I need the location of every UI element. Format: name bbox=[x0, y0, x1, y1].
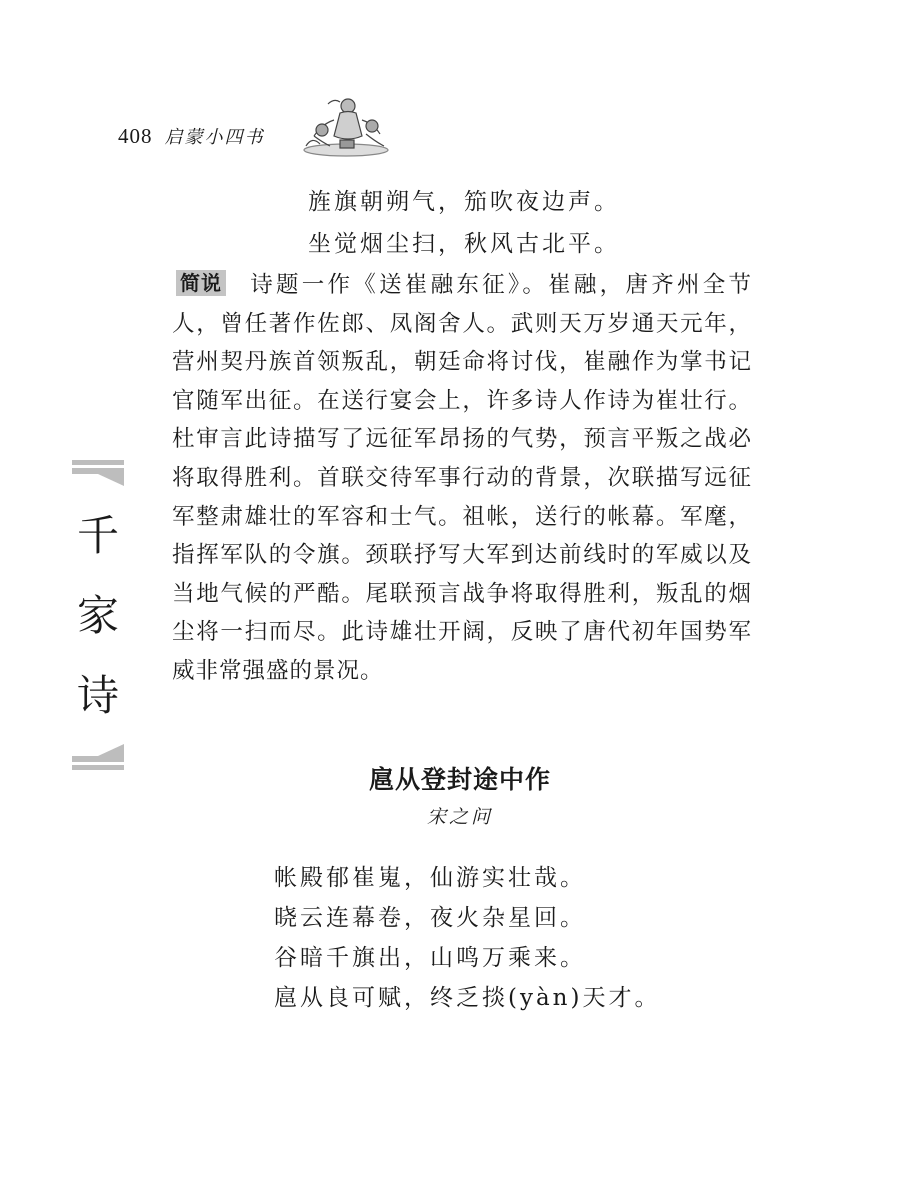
side-tab-char: 诗 bbox=[76, 671, 119, 720]
header-illustration bbox=[300, 96, 392, 158]
commentary-text: 诗题一作《送崔融东征》。崔融，唐齐州全节人，曾任著作佐郎、凤阁舍人。武则天万岁通天元年，营州契丹族首领叛乱，朝廷命将讨伐，崔融作为掌书记官随军出征。在送行宴会上，许多诗人作诗为崔壮行。杜审言此诗描写了远征军昂扬的气势，预言平叛之战必将取得胜利。首联交待军事行动的背景，次联描写远征军整肃雄壮的军容和士气。祖帐，送行的帐幕。军麾，指挥军队的令旗。颈联抒写大军到达前线时的军威以及当地气候的严酷。尾联预言战争将取得胜利，叛乱的烟尘将一扫而尽。此诗雄壮开阔，反映了唐代初年国势军威非常强盛的景况。 bbox=[172, 272, 752, 684]
side-tab-char: 千 bbox=[76, 511, 119, 560]
book-title: 启蒙小四书 bbox=[164, 127, 265, 148]
side-tab-char: 家 bbox=[76, 591, 119, 640]
page-number: 408 bbox=[118, 123, 153, 148]
side-tab-top-bracket bbox=[72, 460, 124, 490]
commentary bbox=[172, 266, 752, 691]
verse-line: 旌旗朝朔气，笳吹夜边声。 bbox=[308, 189, 620, 215]
poem-line: 谷暗千旗出，山鸣万乘来。 bbox=[274, 945, 586, 971]
page-header bbox=[118, 118, 265, 154]
poem-author: 宋之问 bbox=[426, 806, 493, 828]
poem-line: 帐殿郁崔嵬，仙游实壮哉。 bbox=[274, 865, 586, 891]
commentary-label: 简说 bbox=[176, 270, 226, 296]
verse-line: 坐觉烟尘扫，秋风古北平。 bbox=[308, 231, 620, 257]
poem-line: 晓云连幕卷，夜火杂星回。 bbox=[274, 905, 586, 931]
poem-title: 扈从登封途中作 bbox=[368, 765, 551, 794]
poem-line: 扈从良可赋，终乏掞(yàn)天才。 bbox=[274, 985, 661, 1011]
section-side-tab bbox=[72, 460, 124, 770]
side-tab-bottom-bracket bbox=[72, 740, 124, 770]
poem-body bbox=[274, 858, 674, 1018]
